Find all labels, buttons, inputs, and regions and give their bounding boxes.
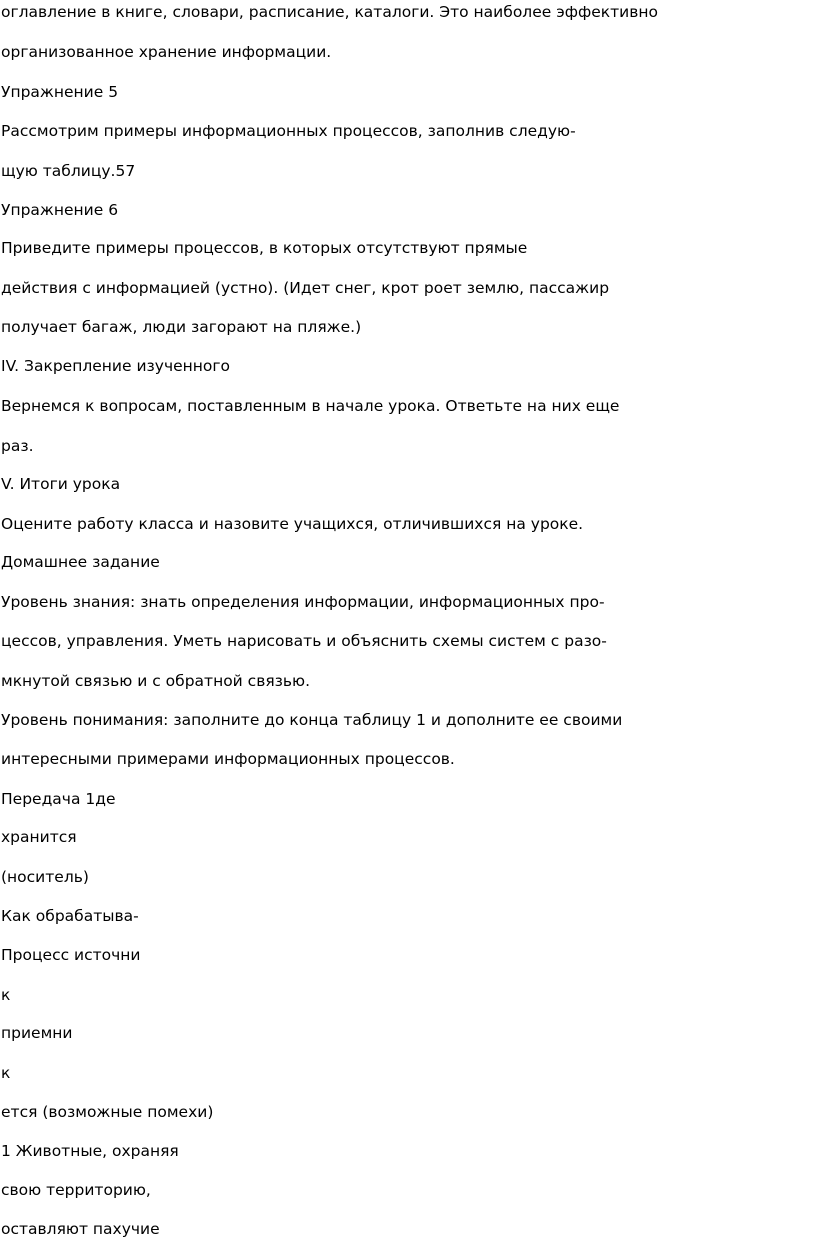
section-heading: Упражнение 5 xyxy=(1,83,119,101)
text-line: Вернемся к вопросам, поставленным в начале урока. Ответьте на них еще xyxy=(1,397,620,415)
table-fragment: к xyxy=(1,1064,11,1082)
text-line: Приведите примеры процессов, в которых отсутствуют прямые xyxy=(1,239,528,257)
text-line: Рассмотрим примеры информационных процессов, заполнив следую- xyxy=(1,122,576,140)
table-fragment: ется (возможные помехи) xyxy=(1,1103,214,1121)
text-line: интересными примерами информационных процессов. xyxy=(1,750,455,768)
text-line: мкнутой связью и с обратной связью. xyxy=(1,672,311,690)
text-line: действия с информацией (устно). (Идет снег, крот роет землю, пассажир xyxy=(1,279,610,297)
text-line: раз. xyxy=(1,437,34,455)
text-line: щую таблицу.57 xyxy=(1,162,136,180)
table-fragment: свою территорию, xyxy=(1,1181,151,1199)
table-fragment: 1 Животные, охраняя xyxy=(1,1142,179,1160)
table-fragment: Как обрабатыва- xyxy=(1,907,139,925)
section-heading: Домашнее задание xyxy=(1,553,160,571)
table-fragment: к xyxy=(1,986,11,1004)
table-fragment: (носитель) xyxy=(1,868,89,886)
table-fragment: оставляют пахучие xyxy=(1,1220,160,1238)
text-line: Уровень знания: знать определения информации, информационных про- xyxy=(1,593,605,611)
table-fragment: приемни xyxy=(1,1024,73,1042)
table-fragment: хранится xyxy=(1,828,77,846)
text-line: оглавление в книге, словари, расписание, каталоги. Это наиболее эффективно xyxy=(1,3,658,21)
section-heading: IV. Закрепление изученного xyxy=(1,357,231,375)
section-heading: V. Итоги урока xyxy=(1,475,121,493)
table-fragment: Процесс источни xyxy=(1,946,141,964)
text-line: Оцените работу класса и назовите учащихся, отличившихся на уроке. xyxy=(1,515,584,533)
table-fragment: Передача 1де xyxy=(1,790,116,808)
text-line: организованное хранение информации. xyxy=(1,43,332,61)
text-line: цессов, управления. Уметь нарисовать и объяснить схемы систем с разо- xyxy=(1,632,607,650)
section-heading: Упражнение 6 xyxy=(1,201,119,219)
text-line: получает багаж, люди загорают на пляже.) xyxy=(1,318,362,336)
text-line: Уровень понимания: заполните до конца таблицу 1 и дополните ее своими xyxy=(1,711,623,729)
